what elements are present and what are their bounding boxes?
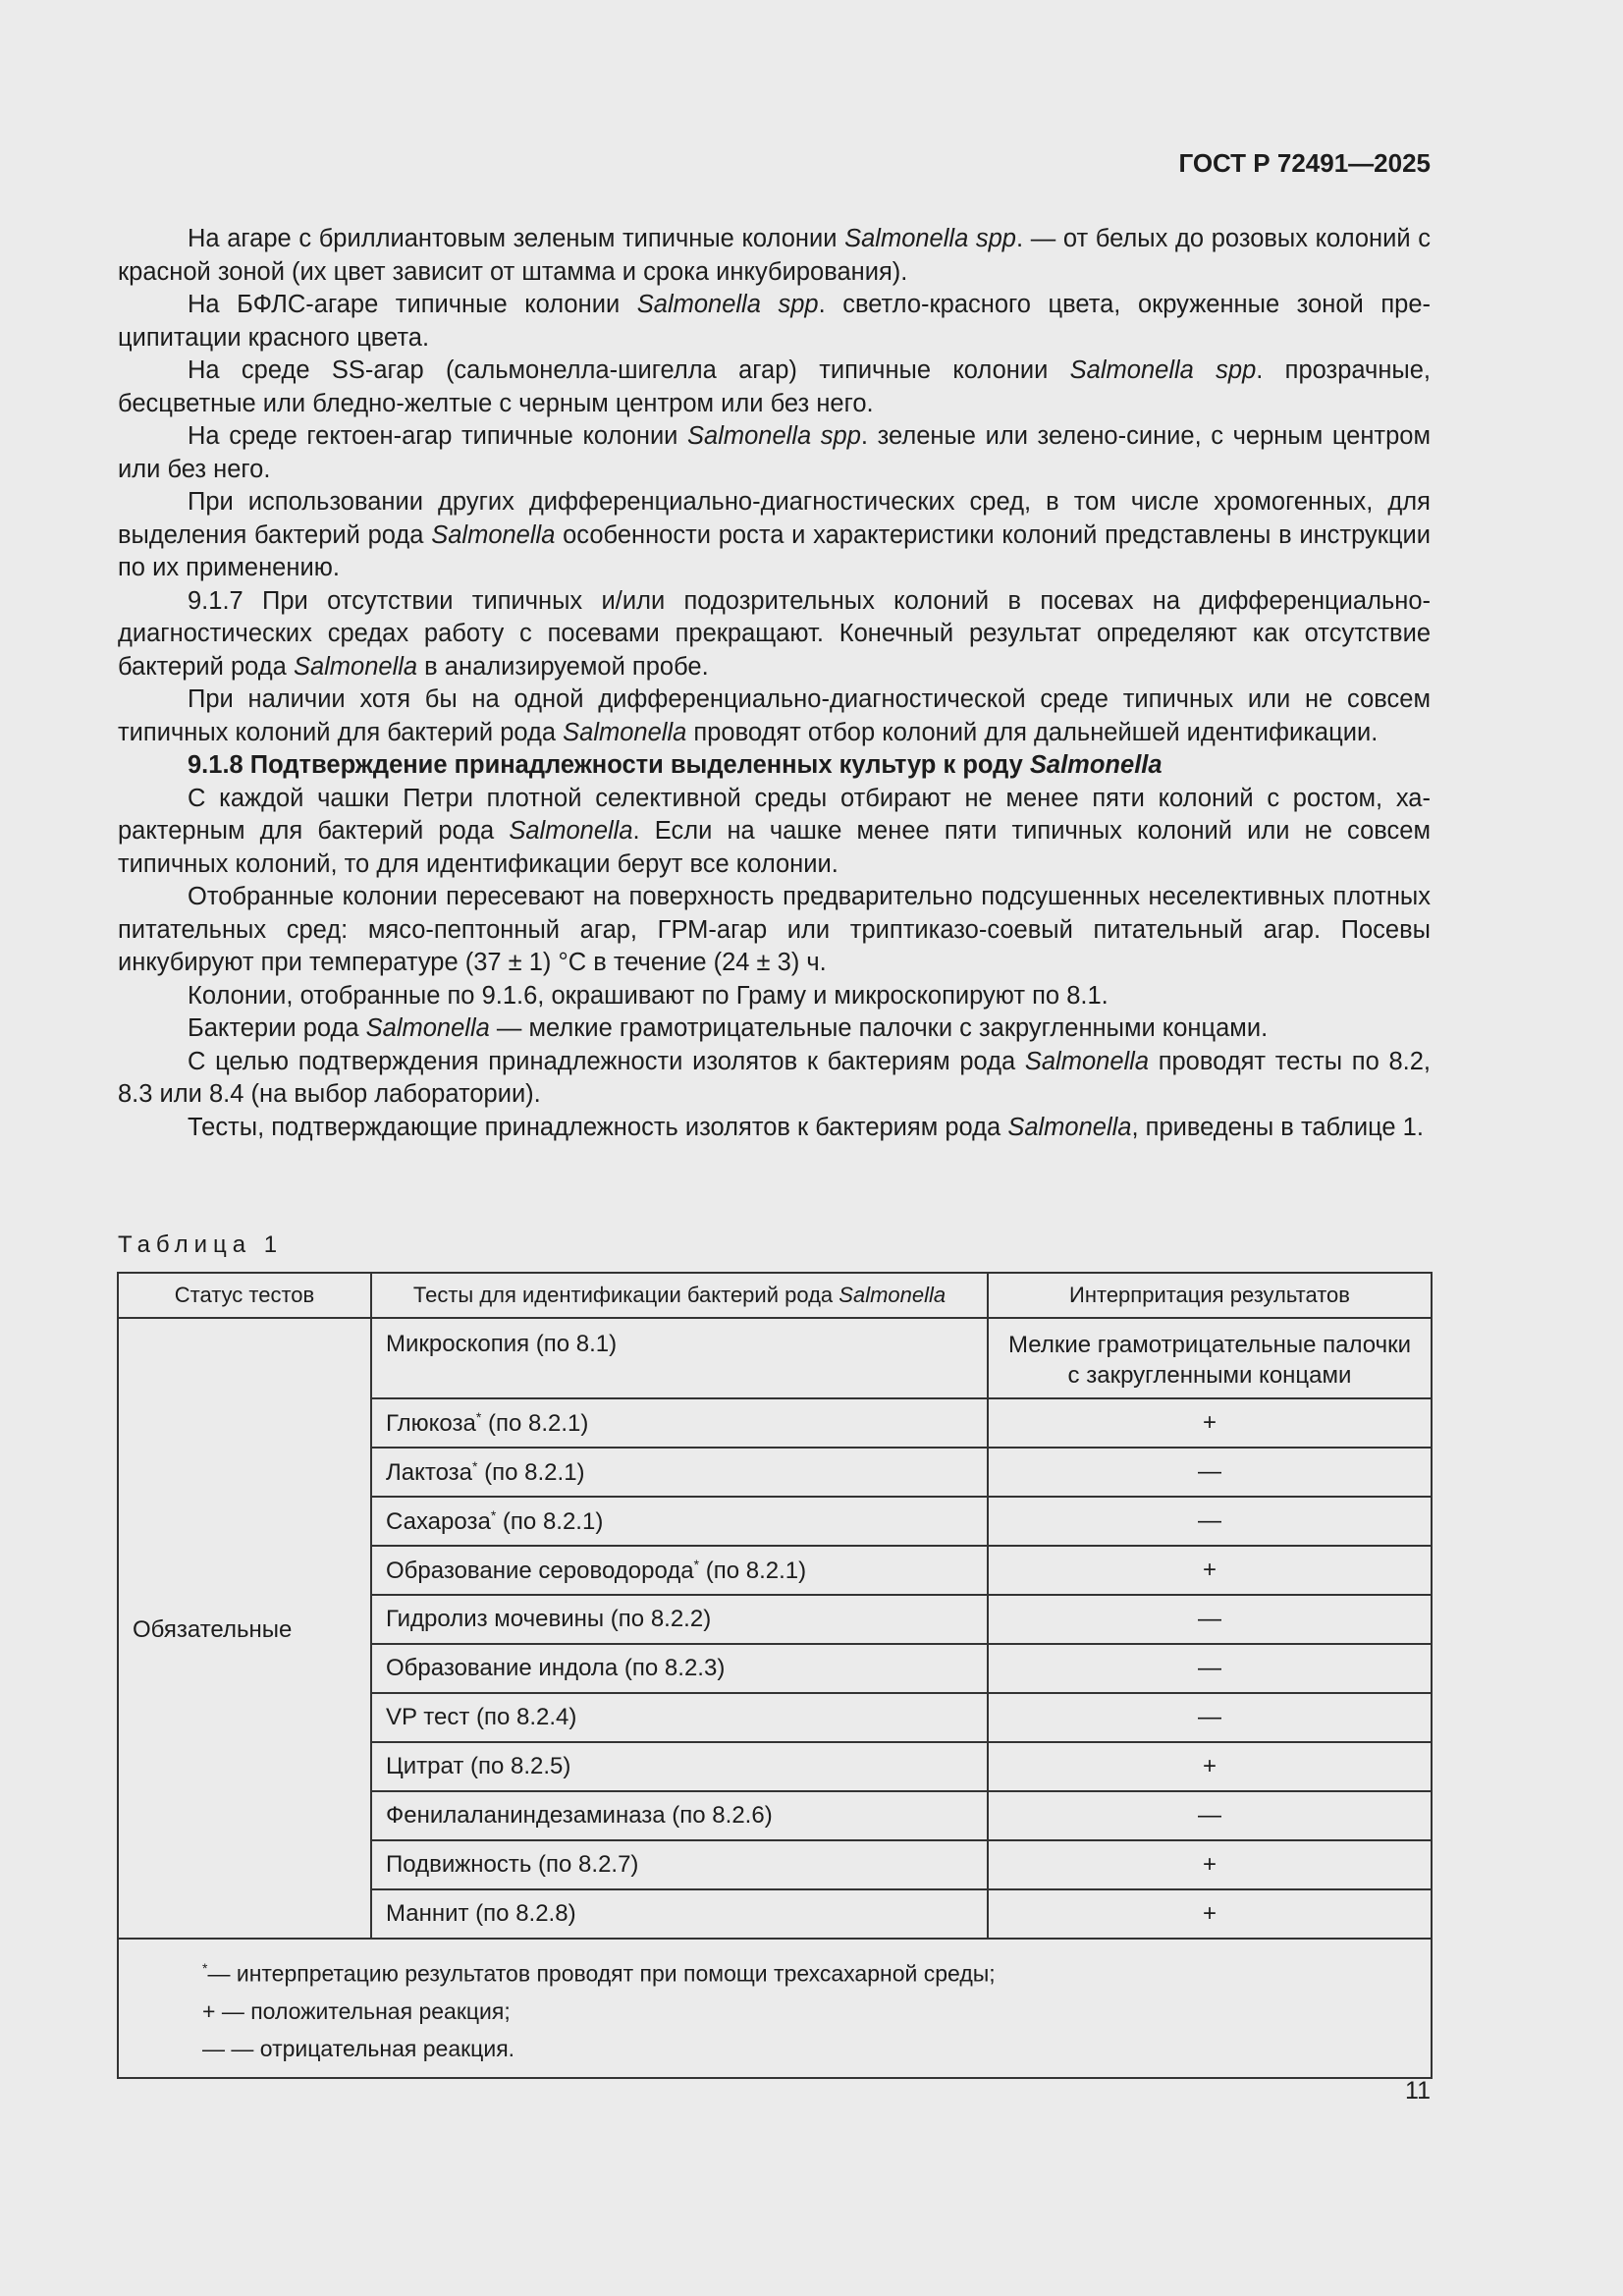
paragraph xyxy=(118,585,1431,684)
text-run: . прозрачные, бесцветные или бледно-желтые с черным центром или без него. xyxy=(118,356,1432,417)
test-reference: (по 8.2.1) xyxy=(477,1458,585,1486)
footnote-mark: * xyxy=(475,1408,482,1425)
test-cell xyxy=(371,1644,988,1693)
paragraph xyxy=(118,1012,1431,1046)
paragraph xyxy=(118,980,1431,1013)
text-run: 9.1.7 При отсутствии типичных и/или подозрительных колоний в посевах на дифференциально-диагностических средах работу с посевами прекращают. Конечный результат определяют как отсутствие бактерий рода xyxy=(118,586,1431,681)
paragraph xyxy=(118,223,1431,289)
page-number: 11 xyxy=(1405,2077,1431,2105)
footnote-mark: * xyxy=(490,1506,497,1523)
footnote-mark: * xyxy=(693,1556,700,1572)
italic-term: Salmonella spp xyxy=(687,422,861,450)
test-cell xyxy=(371,1840,988,1889)
italic-term: Salmonella xyxy=(1029,751,1163,779)
text-run: проводят отбор колоний для дальнейшей идентификации. xyxy=(686,718,1379,746)
text-run: На среде SS-агар (сальмонелла-шигелла агар) типичные колонии xyxy=(188,356,1070,384)
text-run: Бактерии рода xyxy=(188,1014,366,1042)
text-run: в анализируемой пробе. xyxy=(417,652,709,681)
test-cell xyxy=(371,1546,988,1595)
table-header-row xyxy=(118,1273,1432,1318)
test-name: Подвижность (по 8.2.7) xyxy=(386,1851,639,1878)
text-run: . зеленые или зелено-синие, с черным центром или без него. xyxy=(118,422,1431,483)
text-run: На среде гектоен-агар типичные колонии xyxy=(188,422,688,450)
test-cell xyxy=(371,1497,988,1546)
italic-term: Salmonella spp xyxy=(1069,356,1257,384)
footnote-mark: * xyxy=(472,1457,478,1474)
italic-term: Salmonella xyxy=(293,652,418,681)
test-cell xyxy=(371,1595,988,1644)
test-name: Фенилаланиндезаминаза (по 8.2.6) xyxy=(386,1802,773,1829)
table-caption: Таблица 1 xyxy=(118,1231,284,1258)
text-run: . Если на чашке менее пяти типичных колоний или не совсем типичных колоний, то для идентификации берут все колонии. xyxy=(118,817,1431,878)
text-run: проводят тесты по 8.2, 8.3 или 8.4 (на выбор лаборатории). xyxy=(118,1047,1431,1108)
test-cell xyxy=(371,1398,988,1448)
header-tests xyxy=(371,1273,988,1318)
header-tests-genus: Salmonella xyxy=(839,1283,947,1307)
test-cell xyxy=(371,1742,988,1791)
result-cell: + xyxy=(988,1840,1432,1889)
text-run: При использовании других дифференциально-диагностических сред, в том числе хромогенных, для выделения бактерий рода xyxy=(118,488,1431,549)
italic-term: Salmonella spp xyxy=(844,225,1016,252)
table-row xyxy=(118,1323,1432,1398)
result-cell: + xyxy=(988,1742,1432,1791)
table-notes xyxy=(118,1939,1432,2078)
result-cell: Мелкие грамотрицательные палочки с закругленными концами xyxy=(988,1323,1432,1398)
paragraph xyxy=(118,683,1431,749)
text-run: На агаре с бриллиантовым зеленым типичные колонии xyxy=(188,225,845,252)
test-name: Маннит (по 8.2.8) xyxy=(386,1900,576,1927)
test-name: Микроскопия (по 8.1) xyxy=(386,1331,618,1357)
test-cell xyxy=(371,1448,988,1497)
test-cell xyxy=(371,1323,988,1398)
status-cell: Обязательные xyxy=(118,1323,371,1939)
text-run: , приведены в таблице 1. xyxy=(1131,1113,1424,1141)
test-reference: (по 8.2.1) xyxy=(699,1557,807,1584)
test-name: VP тест (по 8.2.4) xyxy=(386,1704,577,1730)
test-name: Гидролиз мочевины (по 8.2.2) xyxy=(386,1606,712,1632)
paragraph xyxy=(118,881,1431,980)
header-status: Статус тестов xyxy=(118,1273,371,1318)
test-name: Образование индола (по 8.2.3) xyxy=(386,1655,726,1681)
table-notes-row xyxy=(118,1939,1432,2078)
italic-term: Salmonella xyxy=(1024,1047,1150,1075)
test-reference: (по 8.2.1) xyxy=(496,1507,604,1535)
table-body xyxy=(118,1318,1432,2078)
identification-table xyxy=(117,1272,1433,2079)
text-run: Отобранные колонии пересевают на поверхность предварительно подсушенных неселективных плотных питательных сред: мясо-пептонный агар, ГРМ-агар или триптиказо-соевый питательный агар. Посевы инкубируют при температуре (37 ± 1) °С в течение (24 ± 3) ч. xyxy=(118,883,1431,976)
note-star xyxy=(202,1949,1431,1993)
body-text xyxy=(118,223,1431,1144)
paragraph xyxy=(118,420,1431,486)
section-heading xyxy=(118,749,1431,783)
paragraph xyxy=(118,783,1431,882)
note-plus: + — положительная реакция; xyxy=(202,1997,511,2024)
paragraph xyxy=(118,355,1431,420)
test-name: Образование сероводорода xyxy=(386,1557,694,1584)
header-tests-prefix: Тесты для идентификации бактерий рода xyxy=(412,1283,839,1307)
paragraph xyxy=(118,1112,1431,1145)
text-run: Колонии, отобранные по 9.1.6, окрашивают по Граму и микроскопируют по 8.1. xyxy=(188,981,1109,1010)
test-name: Сахароза xyxy=(386,1507,491,1535)
document-id: ГОСТ Р 72491—2025 xyxy=(1178,148,1431,178)
test-reference: (по 8.2.1) xyxy=(481,1409,589,1437)
test-name: Глюкоза xyxy=(386,1409,476,1437)
paragraph xyxy=(118,289,1431,355)
text-run: . — от белых до розовых колоний с красной зоной (их цвет зависит от штамма и срока инкубирования). xyxy=(118,225,1431,286)
test-name: Лактоза xyxy=(386,1458,473,1486)
text-run: С целью подтверждения принадлежности изолятов к бактериям рода xyxy=(188,1047,1025,1075)
text-run: 9.1.8 Подтверждение принадлежности выделенных культур к роду xyxy=(188,751,1030,779)
text-run: Тесты, подтверждающие принадлежность изолятов к бактериям рода xyxy=(188,1113,1008,1141)
text-run: При наличии хотя бы на одной дифференциально-диагностической среде типичных или не совсем типичных колоний для бактерий рода xyxy=(118,685,1431,746)
text-run: С каждой чашки Петри плотной селективной среды отбирают не менее пяти колоний с ростом, характерным для бактерий рода xyxy=(118,784,1431,845)
result-cell: + xyxy=(988,1398,1432,1448)
text-run: особенности роста и характеристики колоний представлены в инструкции по их применению. xyxy=(118,520,1431,581)
italic-term: Salmonella xyxy=(563,718,687,746)
note-star-text: — интерпретацию результатов проводят при помощи трехсахарной среды; xyxy=(207,1960,996,1987)
italic-term: Salmonella xyxy=(509,817,633,845)
result-cell: — xyxy=(988,1693,1432,1742)
paragraph xyxy=(118,486,1431,585)
header-interpretation: Интерпритация результатов xyxy=(988,1273,1432,1318)
italic-term: Salmonella xyxy=(365,1014,490,1042)
italic-term: Salmonella xyxy=(431,520,556,549)
test-name: Цитрат (по 8.2.5) xyxy=(386,1753,571,1779)
note-minus: — — отрицательная реакция. xyxy=(202,2035,515,2061)
result-cell: + xyxy=(988,1889,1432,1939)
result-cell: — xyxy=(988,1497,1432,1546)
result-cell: — xyxy=(988,1595,1432,1644)
italic-term: Salmonella spp xyxy=(636,291,819,318)
result-cell: — xyxy=(988,1791,1432,1840)
text-run: На БФЛС-агаре типичные колонии xyxy=(188,291,637,318)
test-cell xyxy=(371,1693,988,1742)
italic-term: Salmonella xyxy=(1007,1113,1132,1141)
text-run: — мелкие грамотрицательные палочки с закругленными концами. xyxy=(489,1014,1269,1042)
result-cell: + xyxy=(988,1546,1432,1595)
result-cell: — xyxy=(988,1644,1432,1693)
paragraph xyxy=(118,1046,1431,1112)
text-run: . светло-красного цвета, окруженные зоной преципитации красного цвета. xyxy=(118,291,1431,352)
test-cell xyxy=(371,1889,988,1939)
test-cell xyxy=(371,1791,988,1840)
note-star-mark: * xyxy=(202,1960,208,1976)
result-cell: — xyxy=(988,1448,1432,1497)
